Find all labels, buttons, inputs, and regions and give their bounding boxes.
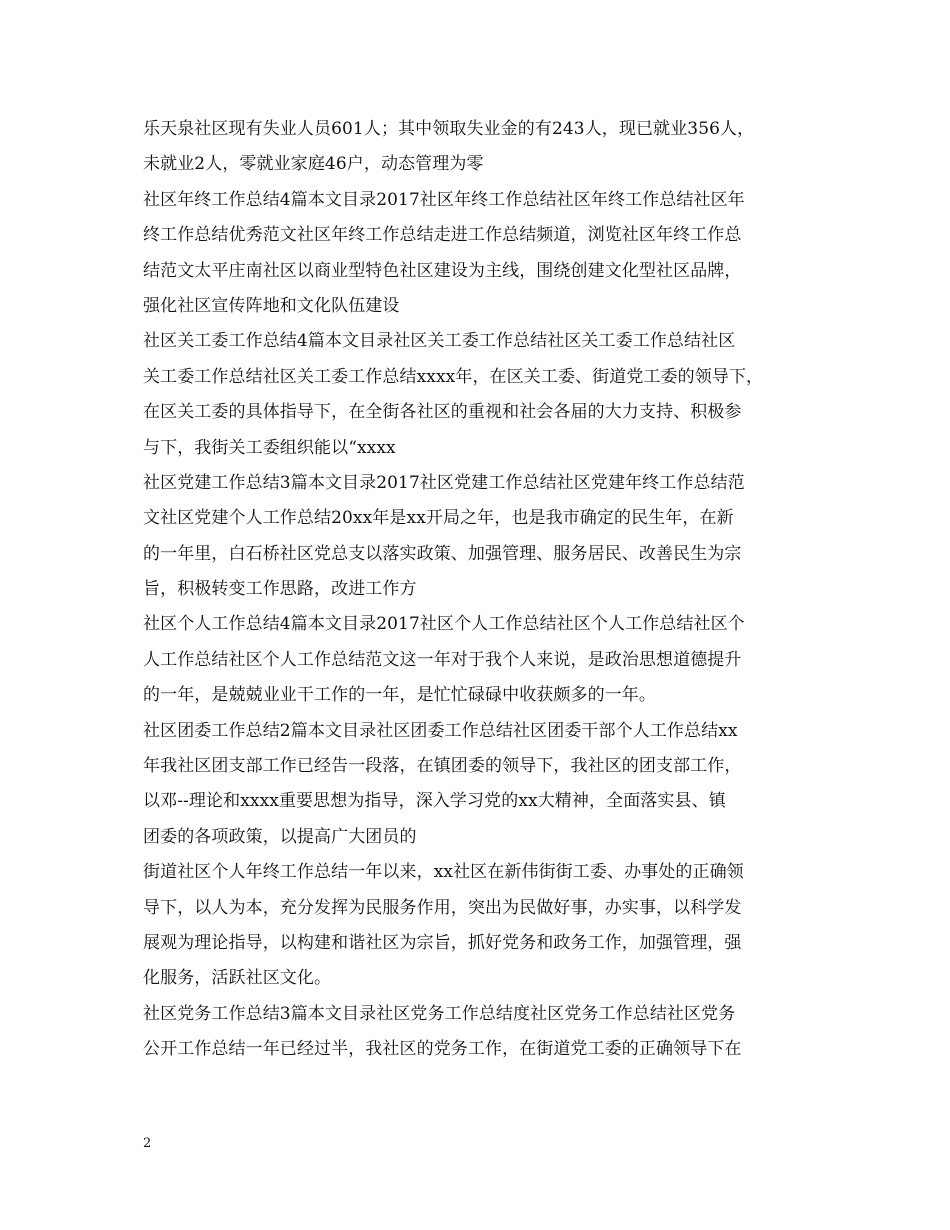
text-line: 导下，以人为本，充分发挥为民服务作用，突出为民做好事，办实事，以科学发 (143, 897, 742, 918)
paragraph-guangongwei-summary (143, 324, 813, 466)
text-line: 未就业2人，零就业家庭46户，动态管理为零 (143, 154, 484, 175)
text-line: 社区团委工作总结2篇本文目录社区团委工作总结社区团委干部个人工作总结xx (143, 720, 738, 741)
paragraph-year-end-summary (143, 183, 813, 325)
page-number: 2 (143, 1136, 152, 1151)
text-line: 社区关工委工作总结4篇本文目录社区关工委工作总结社区关工委工作总结社区 (143, 331, 736, 352)
text-line: 关工委工作总结社区关工委工作总结xxxx年，在区关工委、街道党工委的领导下， (143, 366, 764, 387)
text-line: 展观为理论指导，以构建和谐社区为宗旨，抓好党务和政务工作，加强管理，强 (143, 932, 742, 953)
paragraph-party-affairs-summary (143, 997, 813, 1068)
text-line: 社区党建工作总结3篇本文目录2017社区党建工作总结社区党建年终工作总结范 (143, 472, 745, 493)
paragraph-personal-summary (143, 607, 813, 713)
text-line: 强化社区宣传阵地和文化队伍建设 (143, 295, 400, 316)
document-body (143, 112, 813, 1068)
paragraph-youth-league-summary (143, 714, 813, 856)
text-line: 旨，积极转变工作思路，改进工作方 (143, 579, 417, 600)
text-line: 的一年里，白石桥社区党总支以落实政策、加强管理、服务居民、改善民生为宗 (143, 543, 742, 564)
text-line: 文社区党建个人工作总结20xx年是xx开局之年，也是我市确定的民生年，在新 (143, 508, 734, 529)
text-line: 街道社区个人年终工作总结一年以来，xx社区在新伟街街工委、办事处的正确领 (143, 862, 744, 883)
text-line: 终工作总结优秀范文社区年终工作总结走进工作总结频道，浏览社区年终工作总 (143, 225, 742, 246)
paragraph-unemployment (143, 112, 813, 183)
text-line: 以邓--理论和xxxx重要思想为指导，深入学习党的xx大精神，全面落实县、镇 (143, 791, 726, 812)
text-line: 与下，我街关工委组织能以“xxxx (143, 437, 396, 458)
text-line: 乐天泉社区现有失业人员601人；其中领取失业金的有243人，现已就业356人， (143, 119, 755, 139)
paragraph-party-building-summary (143, 466, 813, 608)
text-line: 结范文太平庄南社区以商业型特色社区建设为主线，围绕创建文化型社区品牌， (143, 260, 742, 281)
text-line: 年我社区团支部工作已经告一段落，在镇团委的领导下，我社区的团支部工作， (143, 756, 742, 777)
text-line: 人工作总结社区个人工作总结范文这一年对于我个人来说，是政治思想道德提升 (143, 649, 742, 670)
text-line: 社区个人工作总结4篇本文目录2017社区个人工作总结社区个人工作总结社区个 (143, 614, 745, 635)
text-line: 社区党务工作总结3篇本文目录社区党务工作总结度社区党务工作总结社区党务 (143, 1003, 736, 1024)
text-line: 的一年，是兢兢业业干工作的一年，是忙忙碌碌中收获颇多的一年。 (143, 685, 656, 706)
text-line: 在区关工委的具体指导下，在全街各社区的重视和社会各届的大力支持、积极参 (143, 402, 742, 423)
text-line: 社区年终工作总结4篇本文目录2017社区年终工作总结社区年终工作总结社区年 (143, 189, 745, 210)
text-line: 化服务，活跃社区文化。 (143, 968, 332, 989)
text-line: 团委的各项政策，以提高广大团员的 (143, 826, 417, 847)
paragraph-street-community-summary (143, 855, 813, 997)
text-line: 公开工作总结一年已经过半，我社区的党务工作，在街道党工委的正确领导下在 (143, 1039, 742, 1060)
